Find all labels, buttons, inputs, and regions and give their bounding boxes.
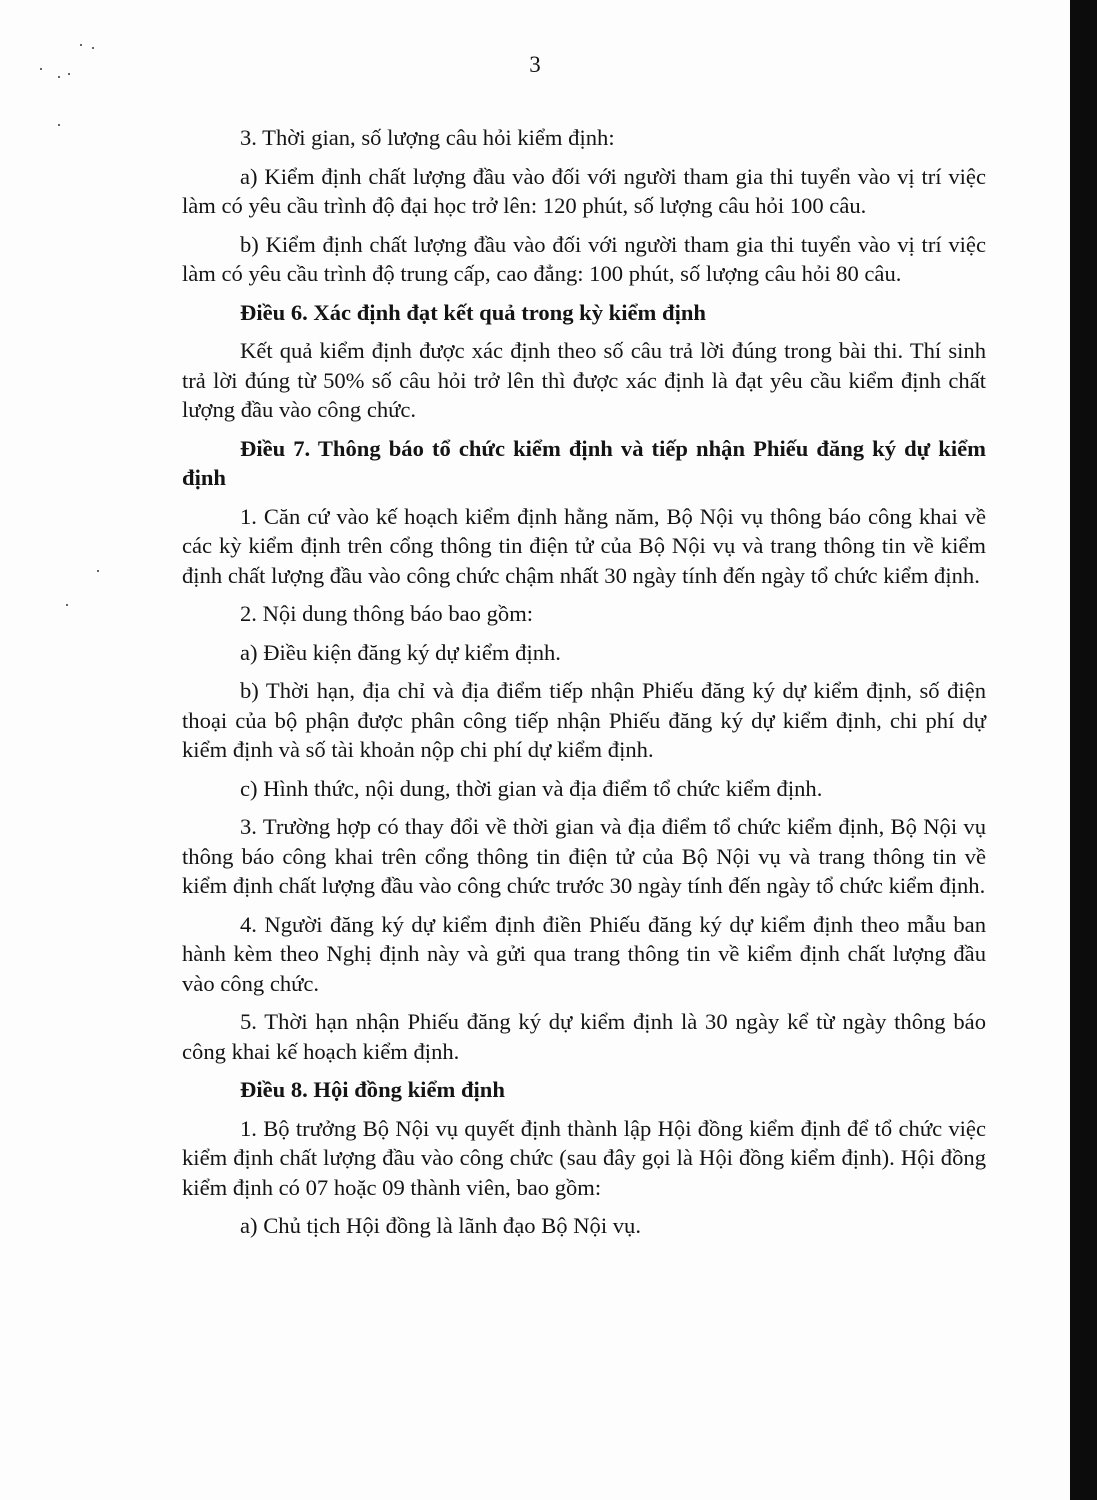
scan-border: [1070, 0, 1097, 1500]
article-heading: Điều 6. Xác định đạt kết quả trong kỳ kiểm định: [240, 299, 706, 325]
scan-speck: [66, 604, 68, 606]
paragraph: b) Kiểm định chất lượng đầu vào đối với người tham gia thi tuyển vào vị trí việc làm có yêu cầu trình độ trung cấp, cao đẳng: 100 phút, số lượng câu hỏi 80 câu.: [182, 231, 986, 286]
paragraph: a) Kiểm định chất lượng đầu vào đối với người tham gia thi tuyển vào vị trí việc làm có yêu cầu trình độ đại học trở lên: 120 phút, số lượng câu hỏi 100 câu.: [182, 163, 986, 218]
document-body: [182, 123, 986, 1250]
scan-speck: [58, 124, 60, 126]
scan-speck: [92, 47, 94, 49]
paragraph: 2. Nội dung thông báo bao gồm:: [240, 601, 534, 626]
paragraph: Kết quả kiểm định được xác định theo số câu trả lời đúng trong bài thi. Thí sinh trả lời đúng từ 50% số câu hỏi trở lên thì được xác định là đạt yêu cầu kiểm định chất lượng đầu vào công chức.: [182, 338, 986, 422]
paragraph: b) Thời hạn, địa chỉ và địa điểm tiếp nhận Phiếu đăng ký dự kiểm định, số điện thoại của bộ phận được phân công tiếp nhận Phiếu đăng ký dự kiểm định, chi phí dự kiểm định và số tài khoản nộp chi phí dự kiểm định.: [182, 678, 986, 762]
paragraph: 1. Căn cứ vào kế hoạch kiểm định hằng năm, Bộ Nội vụ thông báo công khai về các kỳ kiểm định trên cổng thông tin điện tử của Bộ Nội vụ và trang thông tin về kiểm định chất lượng đầu vào công chức chậm nhất 30 ngày tính đến ngày tổ chức kiểm định.: [182, 503, 986, 588]
scan-speck: [80, 44, 82, 46]
paragraph: 5. Thời hạn nhận Phiếu đăng ký dự kiểm định là 30 ngày kể từ ngày thông báo công khai kế hoạch kiểm định.: [182, 1009, 986, 1064]
article-heading: Điều 7. Thông báo tổ chức kiểm định và tiếp nhận Phiếu đăng ký dự kiểm định: [182, 435, 986, 490]
page-number: 3: [529, 52, 541, 77]
article-heading: Điều 8. Hội đồng kiểm định: [240, 1077, 505, 1102]
paragraph: a) Chủ tịch Hội đồng là lãnh đạo Bộ Nội vụ.: [240, 1213, 641, 1238]
paragraph: c) Hình thức, nội dung, thời gian và địa điểm tổ chức kiểm định.: [240, 775, 823, 801]
paragraph: 1. Bộ trưởng Bộ Nội vụ quyết định thành lập Hội đồng kiểm định để tổ chức việc kiểm định chất lượng đầu vào công chức (sau đây gọi là Hội đồng kiểm định). Hội đồng kiểm định có 07 hoặc 09 thành viên, bao gồm:: [182, 1115, 986, 1200]
scan-speck: [97, 570, 99, 572]
paragraph: a) Điều kiện đăng ký dự kiểm định.: [240, 639, 561, 665]
paragraph: 3. Trường hợp có thay đổi về thời gian và địa điểm tổ chức kiểm định, Bộ Nội vụ thông báo công khai trên cổng thông tin điện tử của Bộ Nội vụ và trang thông tin về kiểm định chất lượng đầu vào công chức trước 30 ngày tính đến ngày tổ chức kiểm định.: [182, 814, 986, 898]
paragraph: 4. Người đăng ký dự kiểm định điền Phiếu đăng ký dự kiểm định theo mẫu ban hành kèm theo Nghị định này và gửi qua trang thông tin về kiểm định chất lượng đầu vào công chức.: [182, 911, 986, 996]
paragraph: 3. Thời gian, số lượng câu hỏi kiểm định:: [240, 125, 615, 150]
